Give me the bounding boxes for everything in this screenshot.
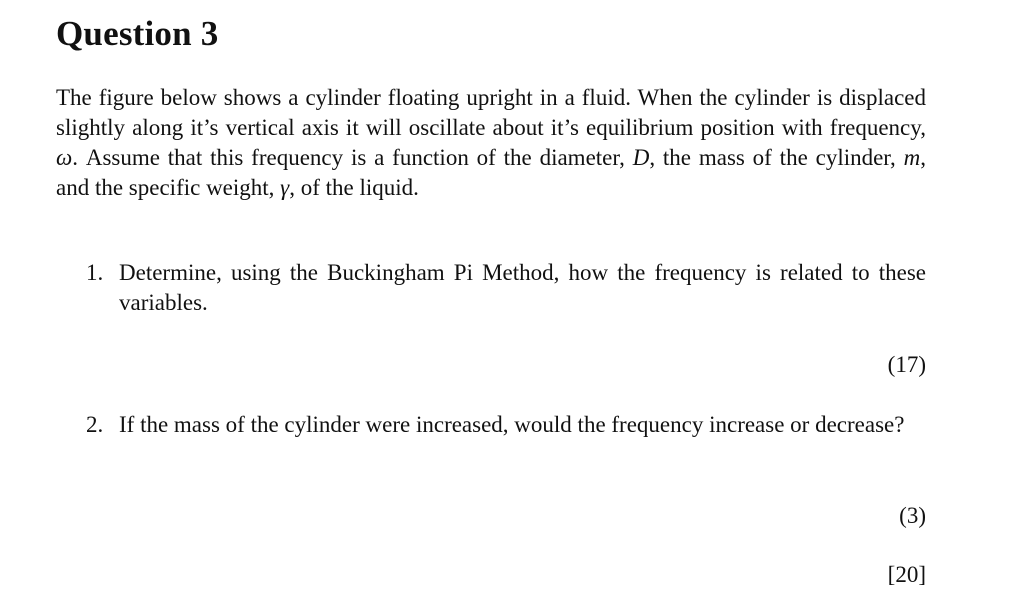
intro-text-4: , and the specific weight, (56, 145, 927, 200)
sub-question-1 (86, 258, 926, 318)
intro-text-3: , the mass of the cylinder, (649, 145, 904, 170)
total-marks: [20] (887, 562, 926, 587)
question-title: Question 3 (56, 14, 219, 53)
gamma-symbol: γ (280, 175, 290, 200)
sub-question-2-marks: (3) (899, 503, 926, 528)
sub-question-number: 1. (86, 260, 104, 285)
sub-question-number: 2. (86, 412, 104, 437)
sub-question-2 (86, 410, 926, 440)
intro-text-1: The figure below shows a cylinder floating upright in a fluid. When the cylinder is displaced slightly along it’s vertical axis it will oscillate about it’s equilibrium position with frequency, (56, 85, 926, 140)
sub-question-text: Determine, using the Buckingham Pi Method, how the frequency is related to these variables. (119, 260, 926, 315)
omega-symbol: ω (56, 145, 73, 170)
diameter-symbol: D (632, 145, 650, 170)
sub-question-text: If the mass of the cylinder were increased, would the frequency increase or decrease? (119, 412, 905, 437)
intro-text-2: . Assume that this frequency is a function of the diameter, (72, 145, 633, 170)
sub-question-1-marks: (17) (887, 352, 926, 377)
mass-symbol: m (903, 145, 921, 170)
intro-text-5: , of the liquid. (289, 175, 419, 200)
question-intro (56, 83, 926, 203)
